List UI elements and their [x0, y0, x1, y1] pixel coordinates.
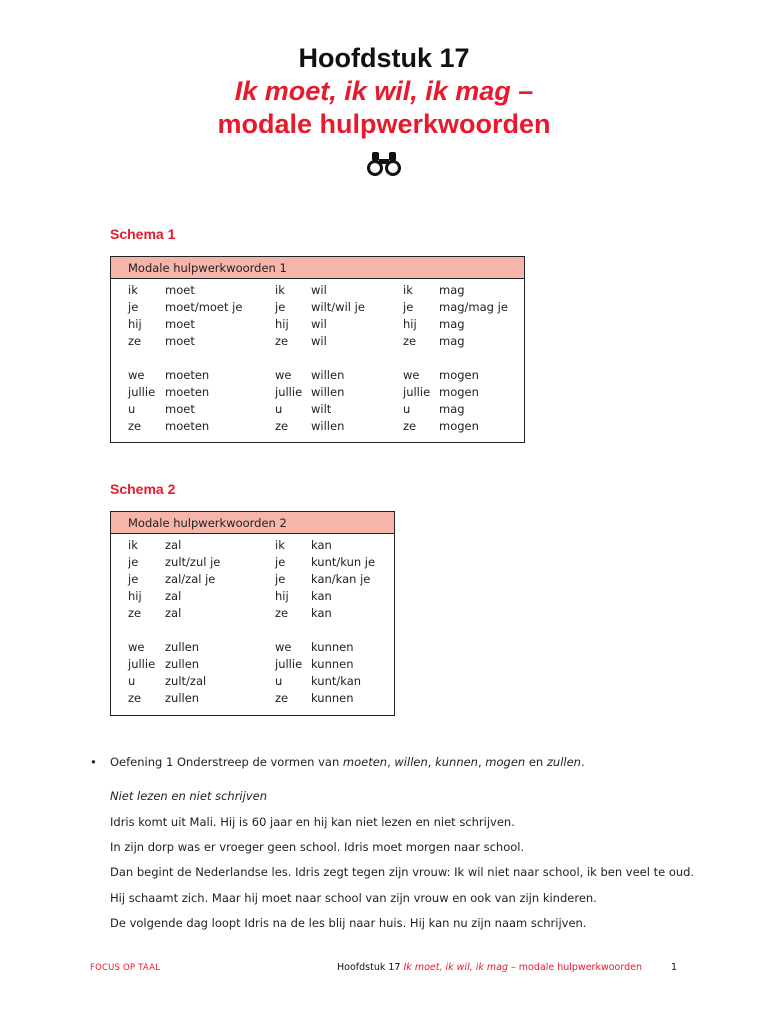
separator: . — [580, 755, 585, 769]
story-line: In zijn dorp was er vroeger geen school. Idris moet morgen naar school. — [110, 840, 525, 854]
verb-table-1 — [110, 256, 525, 443]
pronoun-cell: ik — [275, 538, 285, 552]
verb-form-cell: mogen — [439, 368, 479, 382]
pronoun-cell: we — [128, 640, 145, 654]
pronoun-cell: ze — [128, 606, 142, 620]
footer-chapter-label: Hoofdstuk 17 — [337, 962, 404, 973]
pronoun-cell: hij — [275, 317, 289, 331]
schema-2-heading: Schema 2 — [110, 481, 176, 497]
verb-form-cell: wil — [311, 334, 327, 348]
verb-form-cell: zal — [165, 606, 182, 620]
verb-mogen: mogen — [485, 755, 526, 769]
verb-form-cell: moet — [165, 334, 195, 348]
verb-form-cell: moeten — [165, 419, 210, 433]
verb-form-cell: mag — [439, 402, 465, 416]
pronoun-cell: je — [128, 555, 139, 569]
pronoun-cell: we — [275, 368, 292, 382]
pronoun-cell: ik — [275, 283, 285, 297]
pronoun-cell: we — [128, 368, 145, 382]
subtitle-italic: Ik moet, ik wil, ik mag — [234, 76, 511, 106]
chapter-subtitle — [0, 75, 768, 108]
pronoun-cell: hij — [275, 589, 289, 603]
verb-form-cell: kan — [311, 606, 332, 620]
verb-form-cell: kunt/kan — [311, 674, 362, 688]
pronoun-cell: we — [403, 368, 420, 382]
separator: , — [477, 755, 486, 769]
pronoun-cell: ze — [128, 419, 142, 433]
binoculars-icon — [365, 150, 403, 178]
table-header: Modale hulpwerkwoorden 2 — [111, 512, 394, 534]
footer-chapter — [337, 962, 642, 973]
verb-form-cell: mag — [439, 334, 465, 348]
separator: , — [427, 755, 436, 769]
verb-form-cell: willen — [311, 419, 345, 433]
pronoun-cell: u — [403, 402, 411, 416]
bullet: • — [90, 755, 97, 769]
pronoun-cell: je — [128, 300, 139, 314]
pronoun-cell: ik — [403, 283, 413, 297]
footer-brand: FOCUS OP TAAL — [90, 963, 161, 973]
verb-form-cell: zal/zal je — [165, 572, 216, 586]
pronoun-cell: hij — [128, 589, 142, 603]
verb-form-cell: mogen — [439, 419, 479, 433]
pronoun-cell: u — [275, 674, 283, 688]
pronoun-cell: jullie — [128, 385, 156, 399]
verb-moeten: moeten — [342, 755, 388, 769]
verb-form-cell: zullen — [165, 691, 200, 705]
pronoun-cell: ik — [128, 538, 138, 552]
verb-form-cell: mag/mag je — [439, 300, 508, 314]
pronoun-cell: jullie — [275, 385, 303, 399]
pronoun-cell: je — [275, 555, 286, 569]
table-header: Modale hulpwerkwoorden 1 — [111, 257, 524, 279]
verb-form-cell: kan/kan je — [311, 572, 371, 586]
pronoun-cell: je — [275, 300, 286, 314]
story-line: Idris komt uit Mali. Hij is 60 jaar en hij kan niet lezen en niet schrijven. — [110, 815, 515, 829]
exercise-instruction — [90, 754, 585, 771]
story-line: De volgende dag loopt Idris na de les blij naar huis. Hij kan nu zijn naam schrijven. — [110, 916, 587, 930]
verb-willen: willen — [394, 755, 428, 769]
pronoun-cell: je — [403, 300, 414, 314]
pronoun-cell: jullie — [128, 657, 156, 671]
verb-form-cell: moeten — [165, 385, 210, 399]
chapter-subtitle-line2: modale hulpwerkwoorden — [217, 109, 551, 139]
verb-form-cell: zult/zal — [165, 674, 207, 688]
page-number: 1 — [671, 962, 678, 973]
verb-form-cell: wil — [311, 317, 327, 331]
verb-form-cell: wilt — [311, 402, 332, 416]
verb-form-cell: kan — [311, 538, 332, 552]
verb-form-cell: kunnen — [311, 640, 354, 654]
schema-1-heading: Schema 1 — [110, 226, 176, 242]
instruction-text: Oefening 1 Onderstreep de vormen van — [110, 755, 343, 769]
story-line: Hij schaamt zich. Maar hij moet naar school van zijn vrouw en ook van zijn kinderen. — [110, 891, 597, 905]
pronoun-cell: ze — [275, 691, 289, 705]
pronoun-cell: ze — [403, 334, 417, 348]
footer-title-italic: Ik moet, ik wil, ik mag — [403, 962, 509, 973]
chapter-header — [0, 42, 768, 141]
pronoun-cell: je — [128, 572, 139, 586]
story-title: Niet lezen en niet schrijven — [110, 789, 267, 803]
pronoun-cell: ze — [403, 419, 417, 433]
verb-form-cell: moet — [165, 283, 195, 297]
verb-form-cell: zullen — [165, 640, 200, 654]
verb-form-cell: zult/zul je — [165, 555, 221, 569]
pronoun-cell: hij — [128, 317, 142, 331]
verb-form-cell: zal — [165, 589, 182, 603]
pronoun-cell: u — [128, 674, 136, 688]
footer-title-rest: – modale hulpwerkwoorden — [508, 962, 642, 973]
pronoun-cell: ze — [275, 419, 289, 433]
pronoun-cell: je — [275, 572, 286, 586]
separator: , — [387, 755, 395, 769]
pronoun-cell: jullie — [403, 385, 431, 399]
verb-form-cell: willen — [311, 368, 345, 382]
pronoun-cell: ze — [275, 606, 289, 620]
separator: en — [525, 755, 547, 769]
verb-form-cell: zal — [165, 538, 182, 552]
pronoun-cell: u — [275, 402, 283, 416]
verb-zullen: zullen — [546, 755, 581, 769]
verb-kunnen: kunnen — [435, 755, 478, 769]
subtitle-dash: – — [510, 76, 534, 106]
verb-form-cell: moet/moet je — [165, 300, 243, 314]
verb-form-cell: kunt/kun je — [311, 555, 376, 569]
verb-form-cell: wil — [311, 283, 327, 297]
pronoun-cell: jullie — [275, 657, 303, 671]
story-line: Dan begint de Nederlandse les. Idris zegt tegen zijn vrouw: Ik wil niet naar school, ik ben veel te oud. — [110, 865, 695, 879]
verb-form-cell: wilt/wil je — [311, 300, 365, 314]
verb-form-cell: kunnen — [311, 691, 354, 705]
verb-form-cell: moet — [165, 317, 195, 331]
verb-form-cell: zullen — [165, 657, 200, 671]
pronoun-cell: hij — [403, 317, 417, 331]
pronoun-cell: we — [275, 640, 292, 654]
verb-form-cell: moet — [165, 402, 195, 416]
verb-form-cell: moeten — [165, 368, 210, 382]
verb-form-cell: mogen — [439, 385, 479, 399]
pronoun-cell: ze — [128, 691, 142, 705]
verb-form-cell: mag — [439, 283, 465, 297]
verb-form-cell: willen — [311, 385, 345, 399]
pronoun-cell: ze — [128, 334, 142, 348]
verb-table-2 — [110, 511, 395, 716]
pronoun-cell: u — [128, 402, 136, 416]
pronoun-cell: ik — [128, 283, 138, 297]
verb-form-cell: mag — [439, 317, 465, 331]
pronoun-cell: ze — [275, 334, 289, 348]
chapter-title: Hoofdstuk 17 — [298, 43, 470, 73]
verb-form-cell: kunnen — [311, 657, 354, 671]
verb-form-cell: kan — [311, 589, 332, 603]
